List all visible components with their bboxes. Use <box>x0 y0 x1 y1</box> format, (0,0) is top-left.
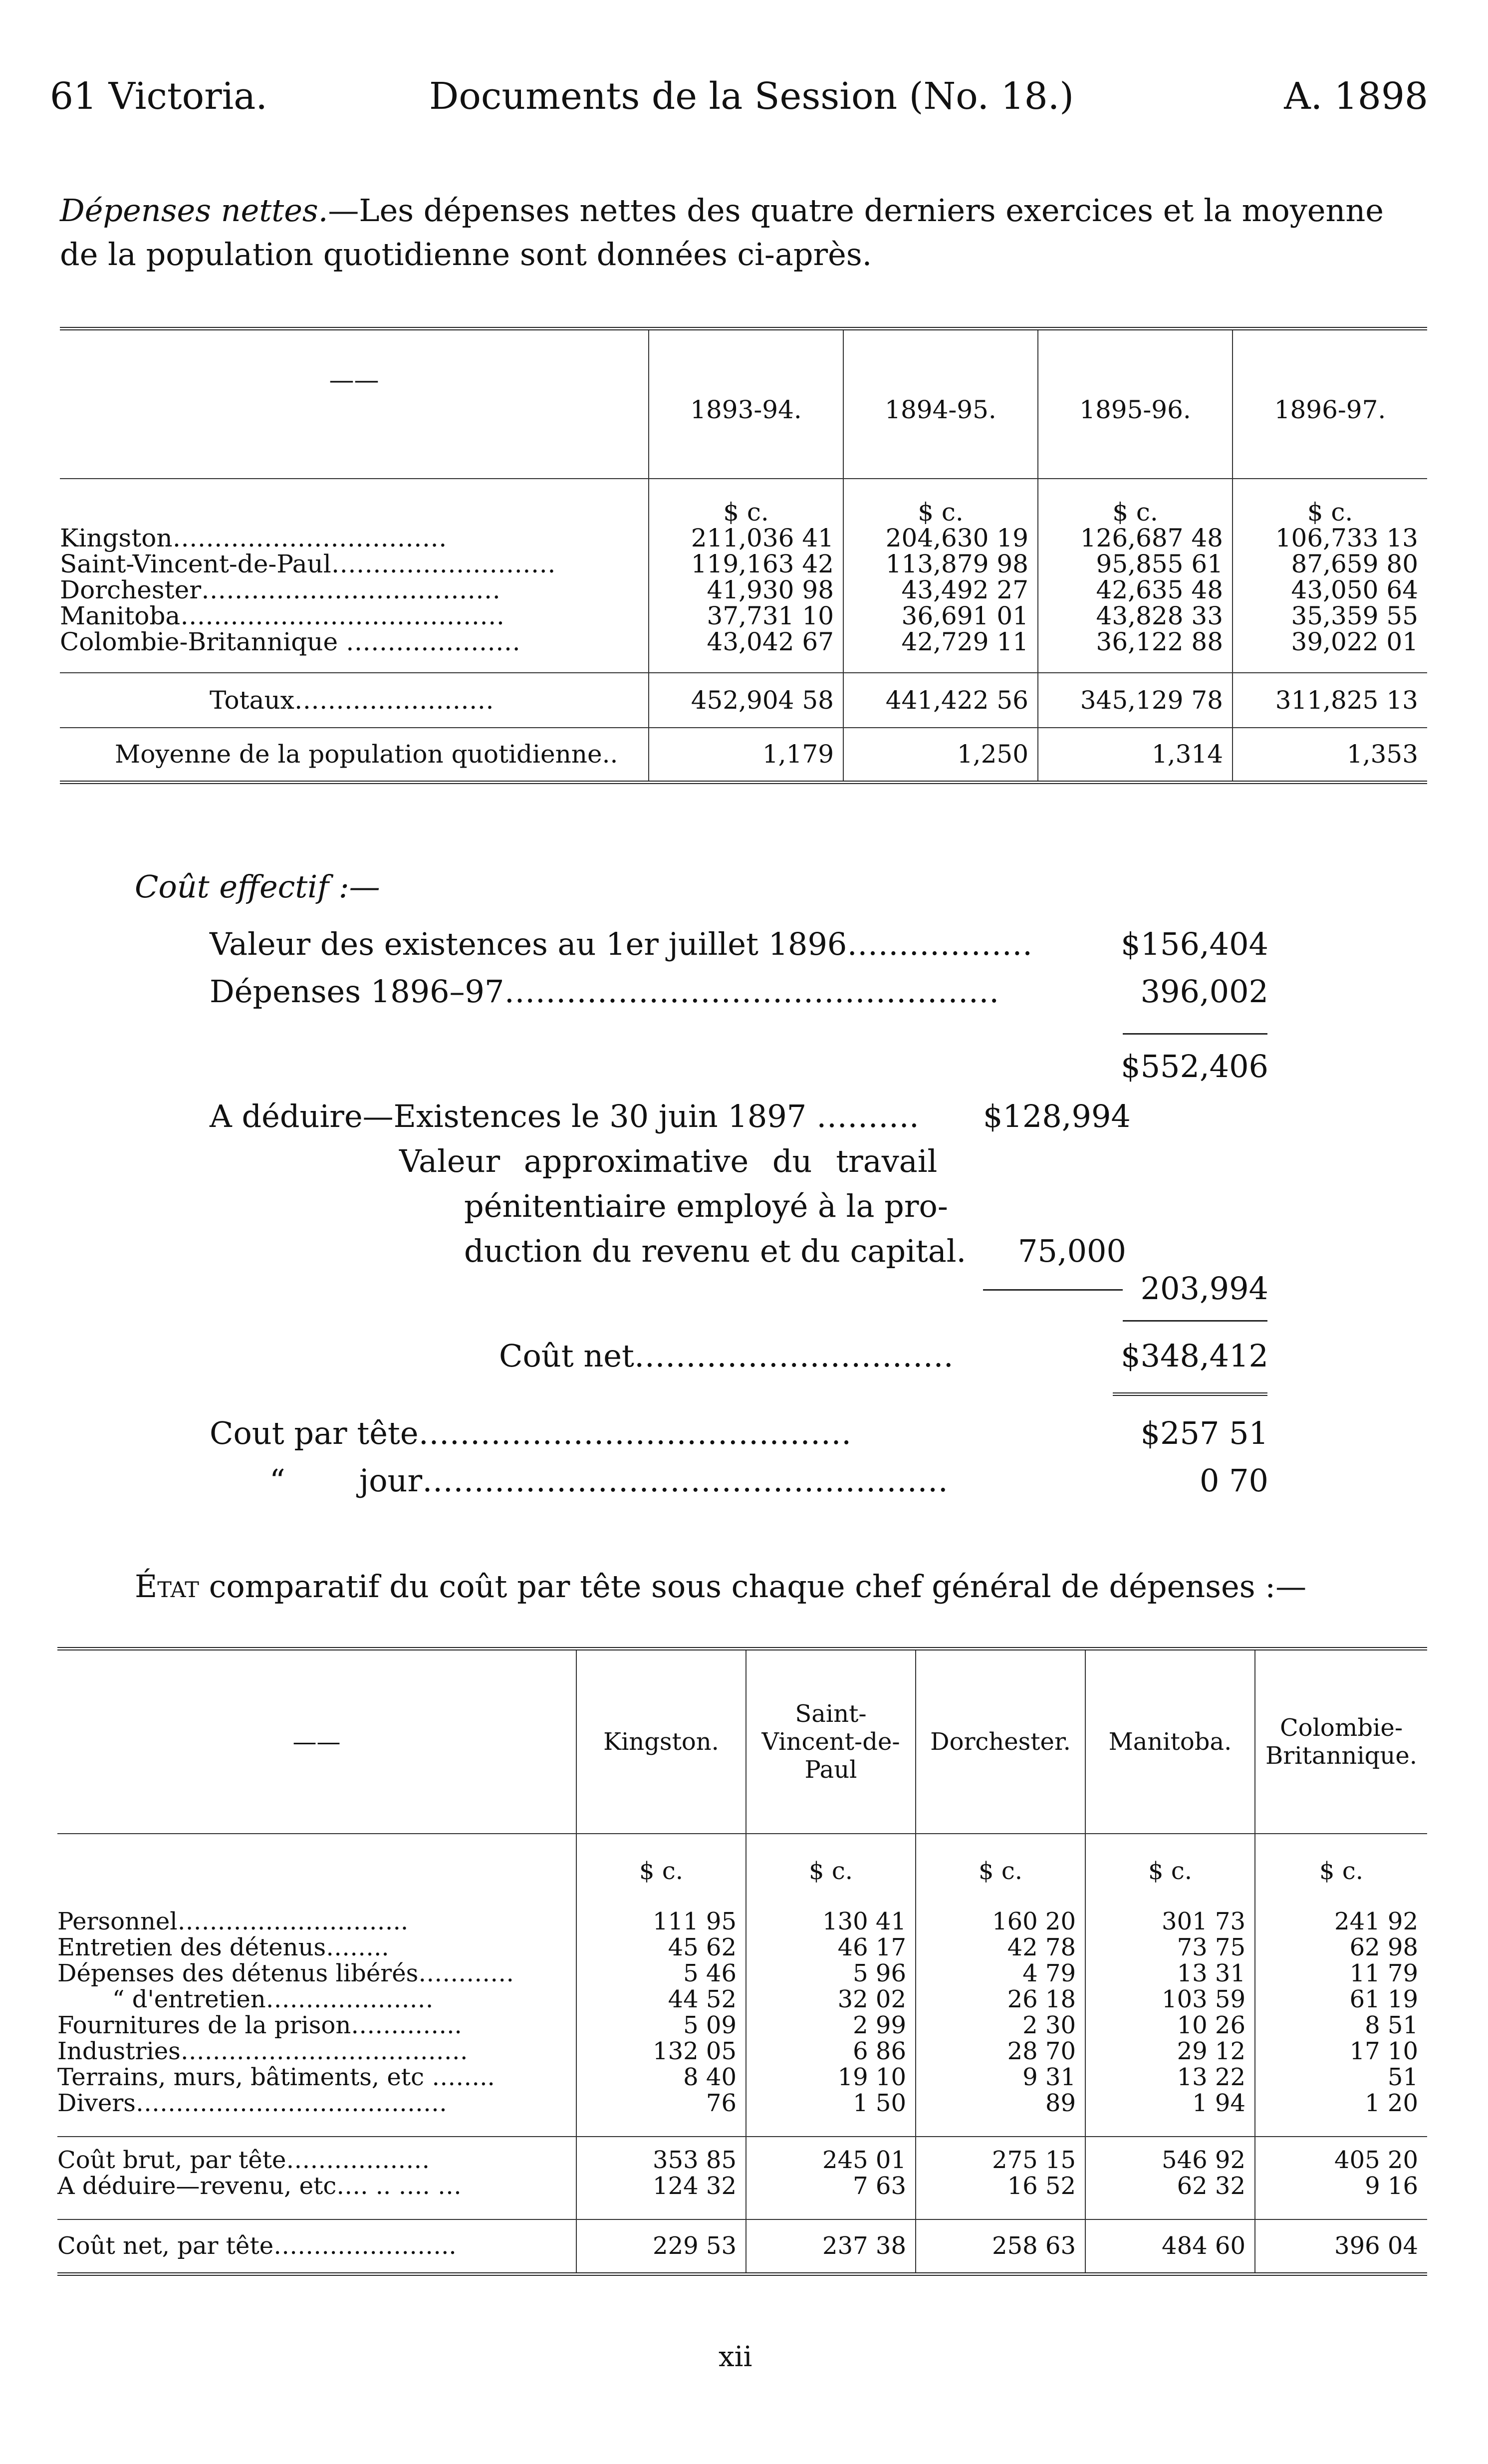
row-label: Entretien des détenus…….. <box>57 1933 389 1961</box>
cell-value: 43,050 64 <box>1233 577 1427 603</box>
cell-value: 35,359 55 <box>1233 603 1427 629</box>
cell-value: 28 70 <box>916 2038 1085 2064</box>
etat-smallcaps: État <box>135 1568 199 1605</box>
cell-value: 130 41 <box>746 1909 916 1934</box>
per-day-value: 0 70 <box>1199 1462 1268 1499</box>
unit-label: $ c. <box>576 1834 746 1909</box>
unit-label: $ c. <box>1038 479 1233 525</box>
cell-value: 19 10 <box>746 2064 916 2090</box>
cout-net-value: $348,412 <box>1121 1338 1268 1374</box>
labour-line3: duction du revenu et du capital. <box>464 1233 967 1269</box>
row-label: “ d'entretien………………… <box>112 1985 434 2013</box>
cell-value: 26 18 <box>916 1986 1085 2012</box>
total-value: 452,904 58 <box>649 673 843 728</box>
cout-deduct-label: A déduire—Existences le 30 juin 1897 ………. <box>210 1098 919 1134</box>
cell-value: 132 05 <box>576 2038 746 2064</box>
cell-value: 4 79 <box>916 1960 1085 1986</box>
cost-per-head-table <box>57 1647 1427 2276</box>
total-value: 441,422 56 <box>843 673 1038 728</box>
cell-value: 29 12 <box>1085 2038 1255 2064</box>
cell-value: 5 96 <box>746 1960 916 1986</box>
cell-value: 6 86 <box>746 2038 916 2064</box>
cell-value: 43,828 33 <box>1038 603 1233 629</box>
cell-value: 42 78 <box>916 1934 1085 1960</box>
totals-label: Totaux…………………… <box>210 685 494 715</box>
per-day-ditto: “ <box>269 1462 285 1499</box>
etat-text: comparatif du coût par tête sous chaque chef général de dépenses :— <box>209 1568 1307 1605</box>
cell-value: 39,022 01 <box>1233 629 1427 673</box>
average-row <box>60 728 1427 783</box>
average-label: Moyenne de la population quotidienne.. <box>115 740 618 769</box>
labour-line1: Valeur approximative du travail <box>399 1143 938 1179</box>
cell-value: 106,733 13 <box>1233 525 1427 551</box>
year-header: 1894-95. <box>843 329 1038 479</box>
labour-line2: pénitentiaire employé à la pro- <box>464 1188 948 1224</box>
cout-net-label: Coût net…………………………. <box>499 1338 954 1374</box>
cell-value: 51 <box>1255 2064 1427 2090</box>
cell-value: 43,492 27 <box>843 577 1038 603</box>
cout-deduct-value: $128,994 <box>983 1098 1131 1134</box>
per-day-label: jour…………………………………………… <box>359 1462 949 1499</box>
cell-value: 8 51 <box>1255 2012 1427 2038</box>
net-value: 258 63 <box>916 2219 1085 2274</box>
table-row <box>57 1986 1427 2012</box>
cout-subtotal: $552,406 <box>1121 1048 1268 1085</box>
gross-value: 546 92 <box>1085 2137 1255 2173</box>
row-label: Kingston…………………………… <box>60 523 447 552</box>
net-label: Coût net, par tête………………….. <box>57 2232 457 2260</box>
unit-label: $ c. <box>649 479 843 525</box>
cell-value: 111 95 <box>576 1909 746 1934</box>
gross-value: 353 85 <box>576 2137 746 2173</box>
table-row <box>57 1909 1427 1934</box>
average-value: 1,314 <box>1038 728 1233 783</box>
row-label: Manitoba………………………………… <box>60 601 505 630</box>
gross-value: 275 15 <box>916 2137 1085 2173</box>
cell-value: 1 20 <box>1255 2090 1427 2137</box>
intro-paragraph <box>60 189 1427 276</box>
table-row <box>60 603 1427 629</box>
cell-value: 36,122 88 <box>1038 629 1233 673</box>
unit-label: $ c. <box>916 1834 1085 1909</box>
total-value: 311,825 13 <box>1233 673 1427 728</box>
revenue-row <box>57 2173 1427 2219</box>
average-value: 1,353 <box>1233 728 1427 783</box>
cell-value: 13 22 <box>1085 2064 1255 2090</box>
cell-value: 204,630 19 <box>843 525 1038 551</box>
gross-value: 245 01 <box>746 2137 916 2173</box>
net-value: 229 53 <box>576 2219 746 2274</box>
cell-value: 41,930 98 <box>649 577 843 603</box>
row-label: Fournitures de la prison………….. <box>57 2011 462 2039</box>
cell-value: 76 <box>576 2090 746 2137</box>
cell-value: 211,036 41 <box>649 525 843 551</box>
etat-paragraph <box>135 1565 1488 1609</box>
intro-text: —Les dépenses nettes des quatre derniers exercices et la moyenne de la population quotidienne sont données ci-après. <box>60 192 1384 273</box>
cout-line1-label: Valeur des existences au 1er juillet 1896……………… <box>210 926 1033 962</box>
gross-label: Coût brut, par tête……………… <box>57 2146 430 2174</box>
page-number: xii <box>719 2341 752 2373</box>
row-label: Divers………………………………… <box>57 2089 447 2117</box>
cell-value: 119,163 42 <box>649 551 843 577</box>
per-head-value: $257 51 <box>1140 1415 1268 1451</box>
row-label: Personnel……………………….. <box>57 1907 409 1935</box>
labour-value: 75,000 <box>1018 1233 1126 1269</box>
table2-stub-header: —— <box>292 1727 341 1756</box>
row-label: Dépenses des détenus libérés………… <box>57 1959 514 1987</box>
revenue-value: 124 32 <box>576 2173 746 2219</box>
table-row <box>57 2090 1427 2137</box>
cell-value: 45 62 <box>576 1934 746 1960</box>
cell-value: 37,731 10 <box>649 603 843 629</box>
cell-value: 61 19 <box>1255 1986 1427 2012</box>
row-label: Saint-Vincent-de-Paul……………………… <box>60 549 556 578</box>
cell-value: 2 30 <box>916 2012 1085 2038</box>
revenue-value: 16 52 <box>916 2173 1085 2219</box>
cell-value: 8 40 <box>576 2064 746 2090</box>
header-center: Documents de la Session (No. 18.) <box>429 75 1074 118</box>
table-row <box>60 577 1427 603</box>
gross-value: 405 20 <box>1255 2137 1427 2173</box>
net-row <box>57 2219 1427 2274</box>
table-row <box>60 629 1427 673</box>
revenue-value: 7 63 <box>746 2173 916 2219</box>
cout-title: Coût effectif :— <box>135 868 380 905</box>
cell-value: 241 92 <box>1255 1909 1427 1934</box>
year-header: 1895-96. <box>1038 329 1233 479</box>
cell-value: 5 09 <box>576 2012 746 2038</box>
year-header: 1896-97. <box>1233 329 1427 479</box>
table-row <box>57 2064 1427 2090</box>
cout-line2-value: 396,002 <box>1140 973 1268 1010</box>
revenue-label: A déduire—revenu, etc…. .. …. … <box>57 2172 462 2200</box>
cell-value: 36,691 01 <box>843 603 1038 629</box>
expenses-table <box>60 327 1427 784</box>
cell-value: 2 99 <box>746 2012 916 2038</box>
unit-label: $ c. <box>746 1834 916 1909</box>
cell-value: 113,879 98 <box>843 551 1038 577</box>
unit-label: $ c. <box>1085 1834 1255 1909</box>
net-rule <box>1123 1320 1267 1322</box>
cell-value: 1 50 <box>746 2090 916 2137</box>
cell-value: 42,635 48 <box>1038 577 1233 603</box>
unit-label: $ c. <box>1233 479 1427 525</box>
column-header-saint-vincent: Saint-Vincent-de-Paul <box>746 1649 916 1834</box>
net-value: 484 60 <box>1085 2219 1255 2274</box>
totals-row <box>60 673 1427 728</box>
table-row <box>57 1934 1427 1960</box>
column-header-manitoba: Manitoba. <box>1085 1649 1255 1834</box>
per-head-label: Cout par tête…………………………………… <box>210 1415 852 1451</box>
cell-value: 1 94 <box>1085 2090 1255 2137</box>
table1-stub-header: —— <box>329 365 379 394</box>
revenue-value: 62 32 <box>1085 2173 1255 2219</box>
subtotal-rule <box>1123 1033 1267 1035</box>
cell-value: 46 17 <box>746 1934 916 1960</box>
row-label: Terrains, murs, bâtiments, etc …….. <box>57 2063 495 2091</box>
cell-value: 13 31 <box>1085 1960 1255 1986</box>
unit-label: $ c. <box>1255 1834 1427 1909</box>
cell-value: 11 79 <box>1255 1960 1427 1986</box>
average-value: 1,179 <box>649 728 843 783</box>
row-label: Dorchester……………………………… <box>60 575 501 604</box>
average-value: 1,250 <box>843 728 1038 783</box>
cell-value: 17 10 <box>1255 2038 1427 2064</box>
column-header-colombie: Colombie-Britannique. <box>1255 1649 1427 1834</box>
net-value: 237 38 <box>746 2219 916 2274</box>
cell-value: 126,687 48 <box>1038 525 1233 551</box>
header-left: 61 Victoria. <box>50 75 267 118</box>
cell-value: 32 02 <box>746 1986 916 2012</box>
cell-value: 43,042 67 <box>649 629 843 673</box>
total-value: 345,129 78 <box>1038 673 1233 728</box>
net-double-rule <box>1113 1392 1267 1396</box>
cell-value: 42,729 11 <box>843 629 1038 673</box>
gross-row <box>57 2137 1427 2173</box>
cell-value: 73 75 <box>1085 1934 1255 1960</box>
table-row <box>60 551 1427 577</box>
intro-italic: Dépenses nettes. <box>60 192 328 229</box>
cout-line2-label: Dépenses 1896–97………………………………………… <box>210 973 999 1010</box>
cell-value: 160 20 <box>916 1909 1085 1934</box>
cell-value: 44 52 <box>576 1986 746 2012</box>
deduct-rule <box>983 1289 1123 1291</box>
cell-value: 95,855 61 <box>1038 551 1233 577</box>
year-header: 1893-94. <box>649 329 843 479</box>
row-label: Industries……………………………… <box>57 2037 468 2065</box>
cell-value: 87,659 80 <box>1233 551 1427 577</box>
cell-value: 103 59 <box>1085 1986 1255 2012</box>
column-header-dorchester: Dorchester. <box>916 1649 1085 1834</box>
column-header-kingston: Kingston. <box>576 1649 746 1834</box>
cell-value: 62 98 <box>1255 1934 1427 1960</box>
cell-value: 301 73 <box>1085 1909 1255 1934</box>
cell-value: 10 26 <box>1085 2012 1255 2038</box>
table-row <box>57 2012 1427 2038</box>
table-row <box>57 2038 1427 2064</box>
net-value: 396 04 <box>1255 2219 1427 2274</box>
row-label: Colombie-Britannique ………………… <box>60 627 520 656</box>
revenue-value: 9 16 <box>1255 2173 1427 2219</box>
header-right: A. 1898 <box>1284 75 1428 118</box>
cout-line1-value: $156,404 <box>1121 926 1268 962</box>
cell-value: 9 31 <box>916 2064 1085 2090</box>
table-row <box>60 525 1427 551</box>
table-row <box>57 1960 1427 1986</box>
cout-deduct-total: 203,994 <box>1140 1270 1268 1307</box>
cell-value: 5 46 <box>576 1960 746 1986</box>
unit-label: $ c. <box>843 479 1038 525</box>
cell-value: 89 <box>916 2090 1085 2137</box>
